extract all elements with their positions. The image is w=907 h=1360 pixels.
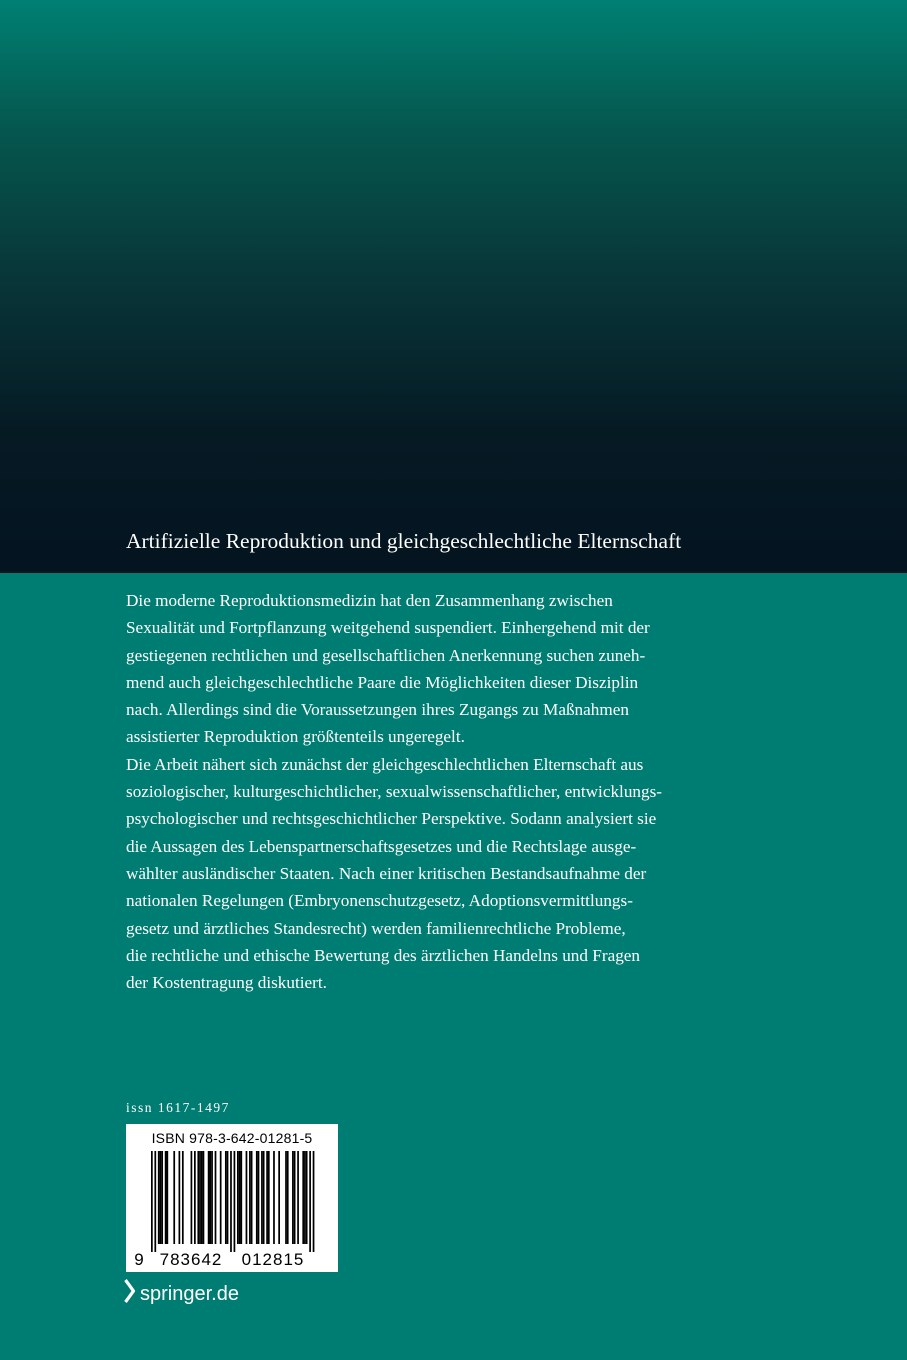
barcode-bar: [161, 1151, 163, 1244]
barcode-bar: [197, 1151, 199, 1244]
barcode-bar: [165, 1151, 167, 1244]
barcode-bar: [240, 1151, 242, 1244]
blurb-line: nationalen Regelungen (Embryonenschutzgesetz, Adoptionsvermittlungs-: [126, 891, 633, 911]
barcode-bar: [302, 1151, 304, 1244]
barcode-bar: [306, 1151, 308, 1244]
barcode-bar: [208, 1151, 210, 1244]
barcode-digits-right: 012815: [241, 1250, 305, 1269]
springer-logo-text: springer.de: [140, 1282, 239, 1305]
barcode-bar: [194, 1151, 196, 1244]
isbn-label: ISBN 978-3-642-01281-5: [151, 1130, 313, 1146]
blurb-line: der Kostentragung diskutiert.: [126, 973, 327, 993]
barcode-bar: [199, 1151, 201, 1244]
blurb-line: Die Arbeit nähert sich zunächst der gleichgeschlechtlichen Elternschaft aus: [126, 754, 644, 774]
barcode-bar: [166, 1151, 168, 1244]
barcode-bar: [251, 1151, 253, 1244]
blurb-line: gestiegenen rechtlichen und gesellschaftlichen Anerkennung suchen zuneh-: [126, 645, 646, 665]
blurb-text: [126, 587, 766, 996]
barcode-bar: [287, 1151, 289, 1244]
gradient-band: [0, 0, 907, 573]
barcode-bar: [239, 1151, 241, 1244]
barcode-bar: [230, 1151, 232, 1252]
barcode: [126, 1124, 338, 1272]
barcode-bar: [268, 1151, 270, 1244]
barcode-bar: [246, 1151, 248, 1244]
barcode-bar: [304, 1151, 306, 1244]
barcode-bar: [294, 1151, 296, 1244]
blurb-line: psychologischer und rechtsgeschichtlicher Perspektive. Sodann analysiert sie: [126, 809, 657, 829]
barcode-bar: [179, 1151, 181, 1244]
barcode-bar: [292, 1151, 294, 1244]
barcode-bar: [191, 1151, 193, 1244]
barcode-bar: [158, 1151, 160, 1244]
barcode-bar: [173, 1151, 175, 1244]
barcode-bar: [237, 1151, 239, 1244]
barcode-bar: [285, 1151, 287, 1244]
blurb-line: Die moderne Reproduktionsmedizin hat den Zusammenhang zwischen: [126, 591, 613, 610]
barcode-bar: [182, 1151, 184, 1244]
barcode-graphic: [126, 1124, 338, 1272]
barcode-bar: [151, 1151, 153, 1252]
barcode-bar: [225, 1151, 227, 1244]
blurb-line: Sexualität und Fortpflanzung weitgehend suspendiert. Einhergehend mit der: [126, 618, 650, 638]
blurb-line: die rechtliche und ethische Bewertung des ärztlichen Handelns und Fragen: [126, 945, 641, 965]
barcode-bar: [313, 1151, 315, 1252]
barcode-digits-left: 783642: [159, 1250, 223, 1269]
barcode-bar: [249, 1151, 251, 1244]
barcode-bar: [261, 1151, 263, 1244]
blurb-line: wählter ausländischer Staaten. Nach einer kritischen Bestandsaufnahme der: [126, 863, 647, 883]
barcode-bar: [263, 1151, 265, 1244]
barcode-bar: [309, 1151, 311, 1252]
barcode-bar: [227, 1151, 229, 1244]
barcode-bar: [215, 1151, 217, 1244]
blurb-line: nach. Allerdings sind die Voraussetzungen ihres Zugangs zu Maßnahmen: [126, 700, 629, 720]
blurb-line: gesetz und ärztliches Standesrecht) werden familienrechtliche Probleme,: [126, 918, 626, 938]
barcode-bar: [258, 1151, 260, 1244]
chevron-right-icon: [124, 1279, 135, 1309]
barcode-bar: [278, 1151, 280, 1244]
blurb-line: die Aussagen des Lebenspartnerschaftsgesetzes und die Rechtslage ausge-: [126, 836, 637, 856]
barcode-bar: [297, 1151, 299, 1244]
barcode-digit-first: 9: [134, 1250, 144, 1269]
barcode-bar: [160, 1151, 162, 1244]
blurb-line: mend auch gleichgeschlechtliche Paare die Möglichkeiten dieser Disziplin: [126, 672, 639, 692]
barcode-bar: [154, 1151, 156, 1252]
barcode-bar: [256, 1151, 258, 1244]
barcode-bar: [201, 1151, 203, 1244]
barcode-bar: [266, 1151, 268, 1244]
barcode-bar: [220, 1151, 222, 1244]
book-title: Artifizielle Reproduktion und gleichgeschlechtliche Elternschaft: [126, 529, 682, 553]
barcode-bar: [234, 1151, 236, 1252]
issn-label: issn 1617-1497: [126, 1100, 230, 1115]
blurb-line: assistierter Reproduktion größtenteils ungeregelt.: [126, 727, 465, 747]
barcode-bar: [211, 1151, 213, 1244]
blurb-line: soziologischer, kulturgeschichtlicher, sexualwissenschaftlicher, entwicklungs-: [126, 782, 663, 802]
springer-logo: [124, 1280, 239, 1308]
barcode-bar: [203, 1151, 205, 1244]
barcode-bar: [273, 1151, 275, 1244]
barcode-bar: [209, 1151, 211, 1244]
